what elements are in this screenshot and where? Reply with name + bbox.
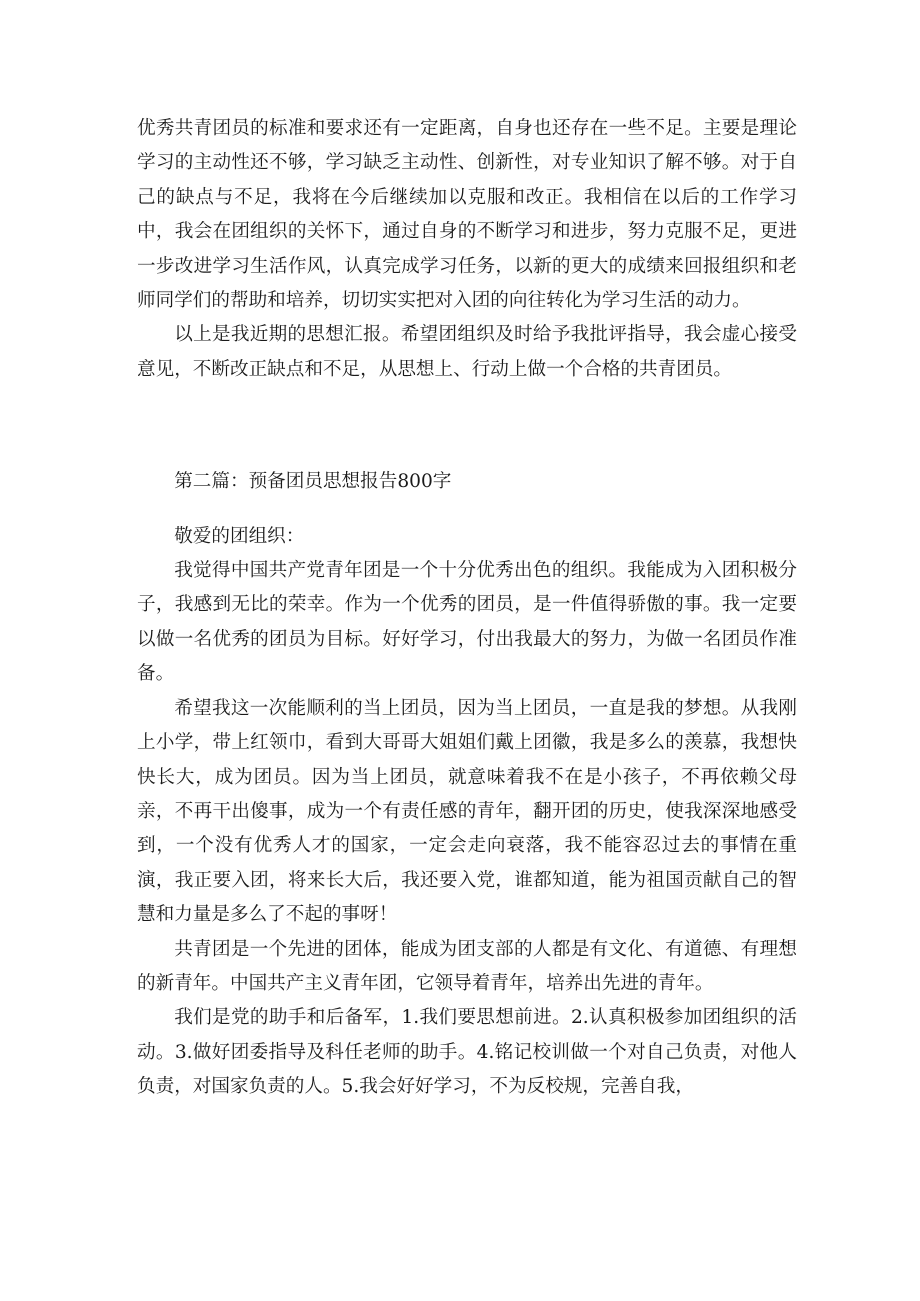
- paragraph-4: 希望我这一次能顺利的当上团员，因为当上团员，一直是我的梦想。从我刚上小学，带上红领巾，看到大哥哥大姐姐们戴上团徽，我是多么的羡慕，我想快快长大，成为团员。因为当上团员，就意味着我不在是小孩子，不再依赖父母亲，不再干出傻事，成为一个有责任感的青年，翻开团的历史，使我深深地感受到，一个没有优秀人才的国家，一定会走向衰落，我不能容忍过去的事情在重演，我正要入团，将来长大后，我还要入党，谁都知道，能为祖国贡献自己的智慧和力量是多么了不起的事呀！: [137, 697, 797, 926]
- paragraph-1: 优秀共青团员的标准和要求还有一定距离，自身也还存在一些不足。主要是理论学习的主动性还不够，学习缺乏主动性、创新性，对专业知识了解不够。对于自己的缺点与不足，我将在今后继续加以克服和改正。我相信在以后的工作学习中，我会在团组织的关怀下，通过自身的不断学习和进步，努力克服不足，更进一步改进学习生活作风，认真完成学习任务，以新的更大的成绩来回报组织和老师同学们的帮助和培养，切切实实把对入团的向往转化为学习生活的动力。: [137, 118, 797, 312]
- section-heading: 第二篇：预备团员思想报告800字: [174, 471, 452, 493]
- section-gap: [137, 387, 797, 465]
- paragraph-5: 共青团是一个先进的团体，能成为团支部的人都是有文化、有道德、有理想的新青年。中国共产主义青年团，它领导着青年，培养出先进的青年。: [137, 938, 797, 994]
- heading-gap: [137, 500, 797, 520]
- salutation: 敬爱的团组织：: [174, 525, 305, 547]
- paragraph-3: 我觉得中国共产党青年团是一个十分优秀出色的组织。我能成为入团积极分子，我感到无比的荣幸。作为一个优秀的团员，是一件值得骄傲的事。我一定要以做一名优秀的团员为目标。好好学习，付出我最大的努力，为做一名团员作准备。: [137, 560, 797, 685]
- document-body: [137, 112, 797, 1105]
- paragraph-2: 以上是我近期的思想汇报。希望团组织及时给予我批评指导，我会虚心接受意见，不断改正缺点和不足，从思想上、行动上做一个合格的共青团员。: [137, 324, 797, 380]
- paragraph-6: 我们是党的助手和后备军，1.我们要思想前进。2.认真积极参加团组织的活动。3.做好团委指导及科任老师的助手。4.铭记校训做一个对自己负责，对他人负责，对国家负责的人。5.我会好好学习，不为反校规，完善自我，: [137, 1007, 797, 1098]
